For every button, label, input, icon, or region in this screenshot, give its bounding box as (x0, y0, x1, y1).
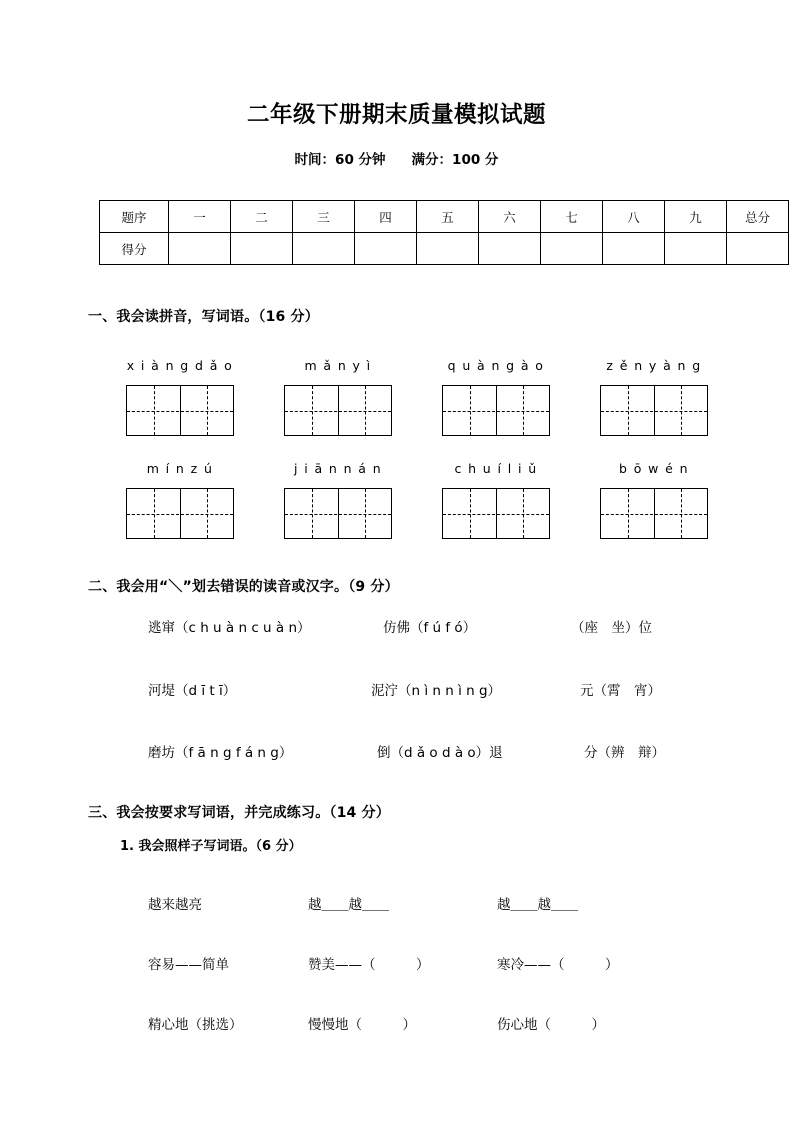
choice-item[interactable]: 倒（d ǎ o d à o）退 (377, 745, 503, 761)
pinyin-item-1-4 (574, 356, 734, 436)
pinyin-text: j i ā n n á n (293, 461, 383, 476)
adverb-blank[interactable]: 慢慢地（ ） (308, 1017, 416, 1033)
tianzige-v-dash-2 (207, 386, 208, 435)
score-cell-7[interactable] (603, 233, 665, 265)
tianzige-v-dash-1 (470, 386, 471, 435)
pinyin-text: z ě n y à n g (606, 358, 702, 373)
pinyin-row-2 (0, 459, 793, 551)
tianzige-box[interactable] (442, 385, 550, 436)
tianzige-divider (180, 489, 181, 538)
score-table-col-4: 五 (417, 201, 479, 233)
choice-item[interactable]: 仿佛（f ú f ó） (383, 620, 477, 636)
adverb-example: 精心地（挑选） (148, 1017, 243, 1033)
tianzige-divider (180, 386, 181, 435)
section-3-row-2 (0, 952, 793, 978)
tianzige-v-dash-2 (365, 489, 366, 538)
score-table-col-2: 三 (293, 201, 355, 233)
score-cell-0[interactable] (169, 233, 231, 265)
exam-meta (0, 148, 793, 168)
section-2-row-2 (0, 678, 793, 704)
score-cell-8[interactable] (665, 233, 727, 265)
tianzige-v-dash-1 (312, 386, 313, 435)
tianzige-divider (338, 489, 339, 538)
tianzige-divider (654, 386, 655, 435)
score-table-col-1: 二 (231, 201, 293, 233)
pinyin-row-1 (0, 356, 793, 448)
section-3-row-3 (0, 1012, 793, 1038)
score-cell-total[interactable] (727, 233, 789, 265)
tianzige-v-dash-2 (681, 386, 682, 435)
section-2-heading: 二、我会用“＼”划去错误的读音或汉字。（9 分） (88, 579, 399, 595)
tianzige-divider (496, 489, 497, 538)
pinyin-text: q u à n g à o (447, 358, 545, 373)
pinyin-item-2-1 (100, 459, 260, 539)
score-cell-6[interactable] (541, 233, 603, 265)
section-1-heading: 一、我会读拼音，写词语。（16 分） (88, 309, 319, 325)
tianzige-v-dash-2 (365, 386, 366, 435)
tianzige-box[interactable] (126, 488, 234, 539)
score-table-col-0: 一 (169, 201, 231, 233)
score-cell-5[interactable] (479, 233, 541, 265)
score-cell-4[interactable] (417, 233, 479, 265)
tianzige-box[interactable] (600, 488, 708, 539)
pinyin-item-2-4 (574, 459, 734, 539)
tianzige-box[interactable] (126, 385, 234, 436)
word-blank[interactable]: 越＿＿越＿＿ (497, 897, 578, 913)
tianzige-divider (338, 386, 339, 435)
table-row-header (100, 201, 789, 233)
pinyin-item-1-2 (258, 356, 418, 436)
score-table-col-3: 四 (355, 201, 417, 233)
tianzige-v-dash-2 (681, 489, 682, 538)
tianzige-v-dash-2 (523, 489, 524, 538)
score-cell-1[interactable] (231, 233, 293, 265)
synonym-blank[interactable]: 寒冷——（ ） (497, 957, 619, 973)
choice-item[interactable]: 河堤（d ī t ī） (148, 683, 237, 699)
table-row-scores (100, 233, 789, 265)
pinyin-text: c h u í l i ǔ (454, 461, 538, 476)
exam-total-score: 满分：100 分 (411, 152, 499, 168)
tianzige-box[interactable] (284, 385, 392, 436)
tianzige-v-dash-1 (628, 489, 629, 538)
score-table-col-6: 七 (541, 201, 603, 233)
score-table-col-7: 八 (603, 201, 665, 233)
pinyin-item-1-3 (416, 356, 576, 436)
section-3-heading: 三、我会按要求写词语，并完成练习。（14 分） (88, 805, 390, 821)
adverb-blank[interactable]: 伤心地（ ） (497, 1017, 605, 1033)
tianzige-v-dash-1 (154, 489, 155, 538)
page-title: 二年级下册期末质量模拟试题 (246, 102, 546, 128)
score-cell-3[interactable] (355, 233, 417, 265)
pinyin-text: x i à n g d ǎ o (126, 358, 234, 373)
pinyin-item-1-1 (100, 356, 260, 436)
word-blank[interactable]: 越＿＿越＿＿ (308, 897, 389, 913)
tianzige-v-dash-2 (207, 489, 208, 538)
tianzige-divider (654, 489, 655, 538)
score-table-row-label-0: 题序 (100, 201, 169, 233)
section-3-row-1 (0, 892, 793, 918)
choice-item[interactable]: 分（辨 辩） (584, 745, 665, 761)
score-table-col-8: 九 (665, 201, 727, 233)
section-3-sub-heading: 1. 我会照样子写词语。（6 分） (120, 839, 302, 854)
pinyin-item-2-2 (258, 459, 418, 539)
tianzige-v-dash-1 (312, 489, 313, 538)
tianzige-v-dash-1 (154, 386, 155, 435)
synonym-blank[interactable]: 赞美——（ ） (308, 957, 430, 973)
section-2-row-3 (0, 740, 793, 766)
choice-item[interactable]: 泥泞（n ì n n ì n g） (371, 683, 502, 699)
tianzige-divider (496, 386, 497, 435)
tianzige-v-dash-2 (523, 386, 524, 435)
tianzige-box[interactable] (284, 488, 392, 539)
tianzige-box[interactable] (442, 488, 550, 539)
synonym-example: 容易——简单 (148, 957, 229, 973)
tianzige-box[interactable] (600, 385, 708, 436)
score-cell-2[interactable] (293, 233, 355, 265)
score-table (99, 200, 789, 265)
tianzige-v-dash-1 (470, 489, 471, 538)
choice-item[interactable]: （座 坐）位 (571, 620, 652, 636)
section-2-row-1 (0, 615, 793, 641)
score-table-col-total: 总分 (727, 201, 789, 233)
score-table-col-5: 六 (479, 201, 541, 233)
choice-item[interactable]: 磨坊（f ā n g f á n g） (148, 745, 293, 761)
score-table-row-label-1: 得分 (100, 233, 169, 265)
pinyin-text: b ō w é n (619, 461, 689, 476)
exam-duration: 时间：60 分钟 (294, 152, 386, 168)
choice-item[interactable]: 元（霄 宵） (580, 683, 661, 699)
pinyin-text: m í n z ú (146, 461, 214, 476)
choice-item[interactable]: 逃窜（c h u à n c u à n） (148, 620, 311, 636)
tianzige-v-dash-1 (628, 386, 629, 435)
word-example: 越来越亮 (148, 897, 202, 913)
pinyin-item-2-3 (416, 459, 576, 539)
pinyin-text: m ǎ n y ì (304, 358, 372, 373)
